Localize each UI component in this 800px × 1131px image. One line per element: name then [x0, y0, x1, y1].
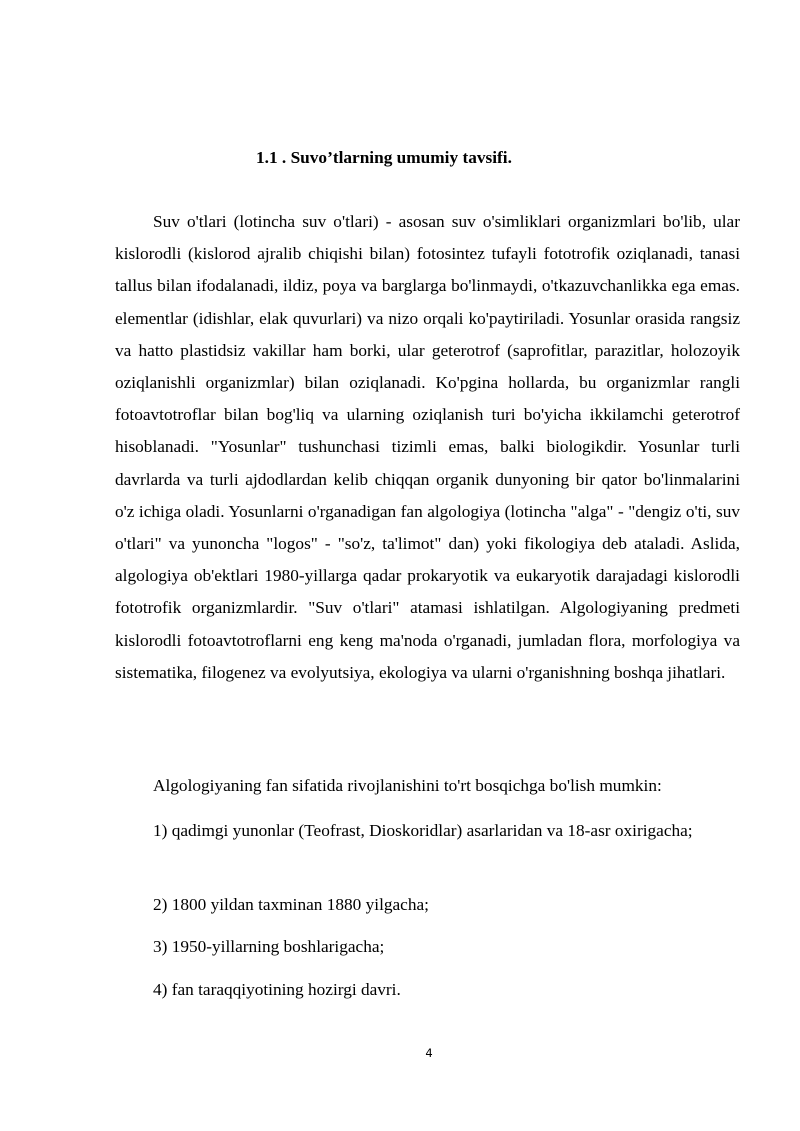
list-item-stage-1: 1) qadimgi yunonlar (Teofrast, Dioskoridlar) asarlaridan va 18-asr oxirigacha;: [153, 821, 693, 840]
list-item-stage-4: 4) fan taraqqiyotining hozirgi davri.: [153, 980, 401, 999]
page-number: 4: [425, 1046, 433, 1060]
list-item-stage-2: 2) 1800 yildan taxminan 1880 yilgacha;: [153, 895, 429, 914]
paragraph-intro: Suv o'tlari (lotincha suv o'tlari) - asosan suv o'simliklari organizmlari bo'lib, ular kislorodli (kislorod ajralib chiqishi bilan) fotosintez tufayli fototrofik oziqlanadi, tanasi tallus bilan ifodalanadi, ildiz, poya va barglarga bo'linmaydi, o'tkazuvchanlikka ega emas. elementlar (idishlar, elak quvurlari) va nizo orqali ko'paytiriladi. Yosunlar orasida rangsiz va hatto plastidsiz vakillar ham borki, ular geterotrof (saprofitlar, parazitlar, holozoyik oziqlanishli organizmlar) bilan oziqlanadi. Ko'pgina hollarda, bu organizmlar rangli fotoavtotroflar bilan bog'liq va ularning oziqlanish turi bo'yicha ikkilamchi geterotrof hisoblanadi. "Yosunlar" tushunchasi tizimli emas, balki biologikdir. Yosunlar turli davrlarda va turli ajdodlardan kelib chiqqan organik dunyoning bir qator bo'linmalarini o'z ichiga oladi. Yosunlarni o'rganadigan fan algologiya (lotincha "alga" - "dengiz o'ti, suv o'tlari" va yunoncha "logos" - "so'z, ta'limot" dan) yoki fikologiya deb ataladi. Aslida, algologiya ob'ektlari 1980-yillarga qadar prokaryotik va eukaryotik darajadagi kislorodli fototrofik organizmlardir. "Suv o'tlari" atamasi ishlatilgan. Algologiyaning predmeti kislorodli fotoavtotroflarni eng keng ma'noda o'rganadi, jumladan flora, morfologiya va sistematika, filogenez va evolyutsiya, ekologiya va ularni o'rganishning boshqa jihatlari.: [115, 212, 740, 682]
paragraph-stages: Algologiyaning fan sifatida rivojlanishini to'rt bosqichga bo'lish mumkin:: [153, 776, 662, 795]
section-heading: 1.1 . Suvo’tlarning umumiy tavsifi.: [256, 148, 512, 167]
list-item-stage-3: 3) 1950-yillarning boshlarigacha;: [153, 937, 385, 956]
